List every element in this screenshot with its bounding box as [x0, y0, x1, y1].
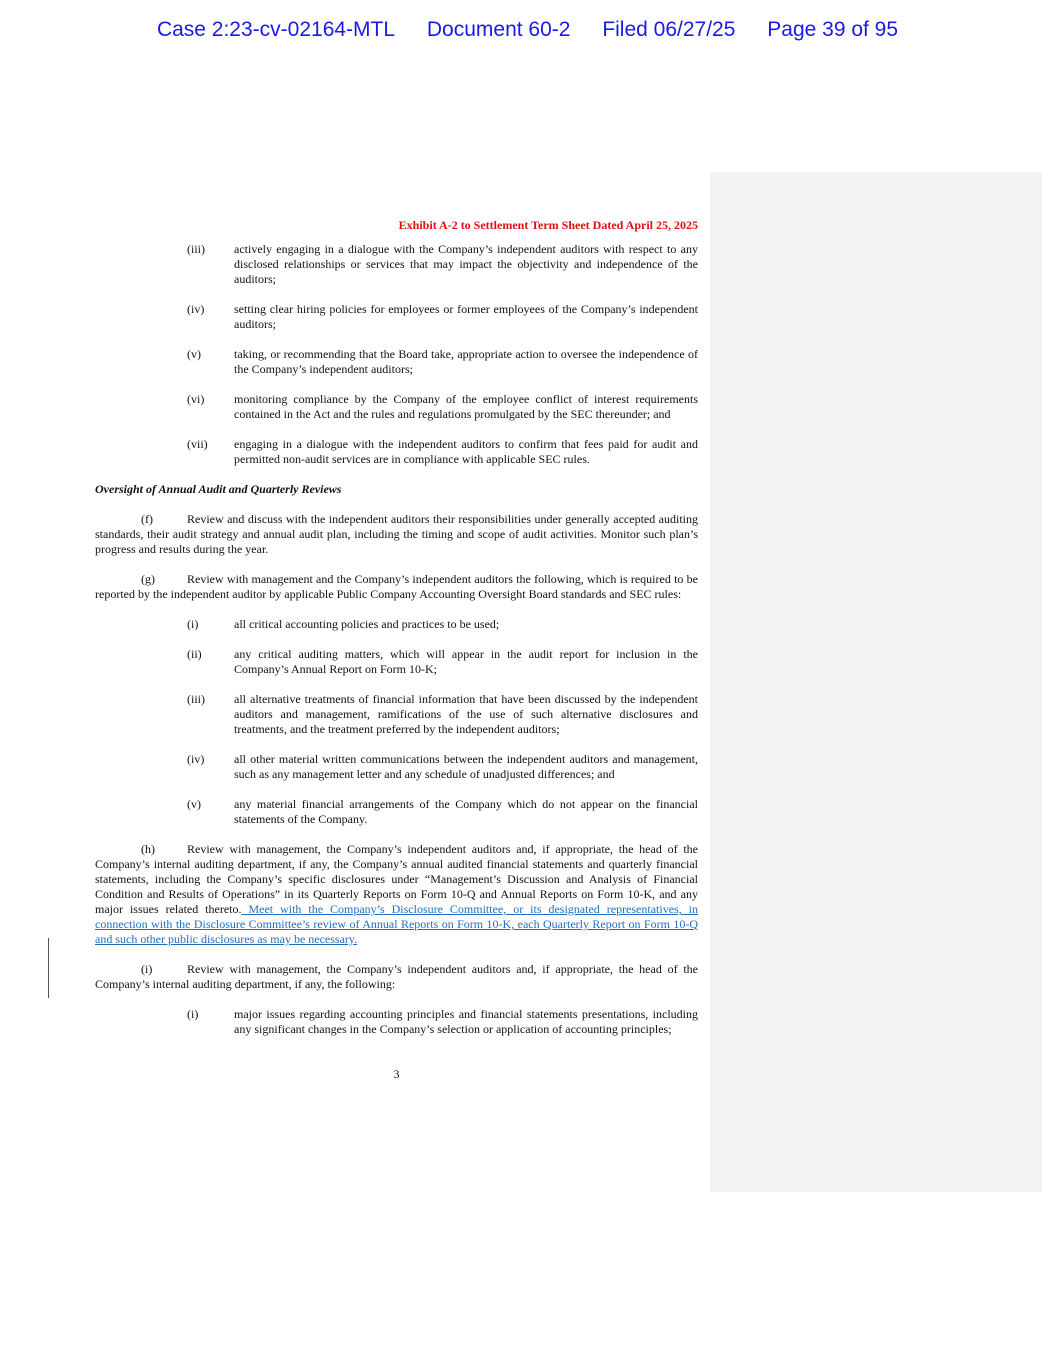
list-item [187, 647, 698, 677]
paragraph-f [95, 512, 698, 557]
list-item [187, 692, 698, 737]
item-number: (v) [187, 347, 201, 361]
item-number: (vii) [187, 437, 208, 451]
page-of-total: Page 39 of 95 [767, 18, 899, 41]
list-item [187, 1007, 698, 1037]
paragraph-label: (g) [141, 572, 155, 586]
comment-margin-pane [710, 172, 1042, 1192]
page-number: 3 [393, 1067, 400, 1081]
revision-change-bar [48, 938, 49, 998]
paragraph-text: Review with management, the Company’s independent auditors and, if appropriate, the head of the Company’s internal auditing department, if any, the Company’s annual audited financial statements and quarterly financial statements, including the Company’s specific disclosures under “Management’s Discussion and Analysis of Financial Condition and Results of Operations” in its Quarterly Reports on Form 10-Q and Annual Reports on Form 10-K, and any major issues related thereto. [95, 842, 698, 916]
list-item [187, 617, 698, 632]
item-number: (vi) [187, 392, 205, 406]
item-text: any material financial arrangements of the Company which do not appear on the financial statements of the Company. [234, 797, 698, 826]
item-text: taking, or recommending that the Board take, appropriate action to oversee the independence of the Company’s independent auditors; [234, 347, 698, 376]
paragraph-i [95, 962, 698, 992]
item-number: (i) [187, 1007, 199, 1021]
item-text: engaging in a dialogue with the independent auditors to confirm that fees paid for audit and permitted non-audit services are in compliance with applicable SEC rules. [234, 437, 698, 466]
item-text: any critical auditing matters, which will appear in the audit report for inclusion in the Company’s Annual Report on Form 10-K; [234, 647, 698, 676]
paragraph-label: (i) [141, 962, 153, 976]
case-number: Case 2:23-cv-02164-MTL [156, 18, 396, 41]
item-number: (iii) [187, 692, 205, 706]
list-item [187, 242, 698, 287]
item-text: all other material written communications between the independent auditors and management, such as any management letter and any schedule of unadjusted differences; and [234, 752, 698, 781]
inserted-revision-text[interactable]: Meet with the Company’s Disclosure Committee, or its designated representatives, in connection with the Disclosure Committee’s review of Annual Reports on Form 10-K, each Quarterly Report on Form 10-Q and such other public disclosures as may be necessary. [95, 902, 699, 946]
item-text: all critical accounting policies and practices to be used; [234, 617, 500, 631]
item-number: (iii) [187, 242, 205, 256]
paragraph-g [95, 572, 698, 602]
section-heading: Oversight of Annual Audit and Quarterly Reviews [95, 482, 342, 496]
list-item [187, 437, 698, 467]
paragraph-text: Review and discuss with the independent auditors their responsibilities under generally accepted auditing standards, their audit strategy and annual audit plan, including the timing and scope of audit activities. Monitor such plan’s progress and results during the year. [95, 512, 698, 556]
exhibit-header: Exhibit A-2 to Settlement Term Sheet Dated April 25, 2025 [398, 218, 698, 232]
paragraph-label: (h) [141, 842, 155, 856]
item-number: (iv) [187, 302, 205, 316]
item-text: actively engaging in a dialogue with the Company’s independent auditors with respect to any disclosed relationships or services that may impact the objectivity and independence of the auditors; [234, 242, 698, 286]
list-item [187, 752, 698, 782]
document-page [95, 218, 698, 1082]
paragraph-text: Review with management and the Company’s independent auditors the following, which is required to be reported by the independent auditor by applicable Public Company Accounting Oversight Board standards and SEC rules: [95, 572, 698, 601]
paragraph-label: (f) [141, 512, 153, 526]
document-number: Document 60-2 [426, 18, 571, 41]
item-text: major issues regarding accounting principles and financial statements presentations, including any significant changes in the Company’s selection or application of accounting principles; [234, 1007, 698, 1036]
paragraph-h [95, 842, 698, 947]
paragraph-text: Review with management, the Company’s independent auditors and, if appropriate, the head of the Company’s internal auditing department, if any, the following: [95, 962, 698, 991]
list-item [187, 347, 698, 377]
item-number: (i) [187, 617, 199, 631]
court-filing-stamp [0, 18, 1055, 42]
item-number: (ii) [187, 647, 202, 661]
item-number: (iv) [187, 752, 205, 766]
item-text: monitoring compliance by the Company of the employee conflict of interest requirements contained in the Act and the rules and regulations promulgated by the SEC thereunder; and [234, 392, 698, 421]
item-text: setting clear hiring policies for employees or former employees of the Company’s independent auditors; [234, 302, 698, 331]
list-item [187, 797, 698, 827]
filed-date: Filed 06/27/25 [602, 18, 736, 41]
list-item [187, 392, 698, 422]
item-text: all alternative treatments of financial information that have been discussed by the independent auditors and management, ramifications of the use of such alternative disclosures and treatments, and the treatment preferred by the independent auditors; [234, 692, 698, 736]
item-number: (v) [187, 797, 201, 811]
list-item [187, 302, 698, 332]
